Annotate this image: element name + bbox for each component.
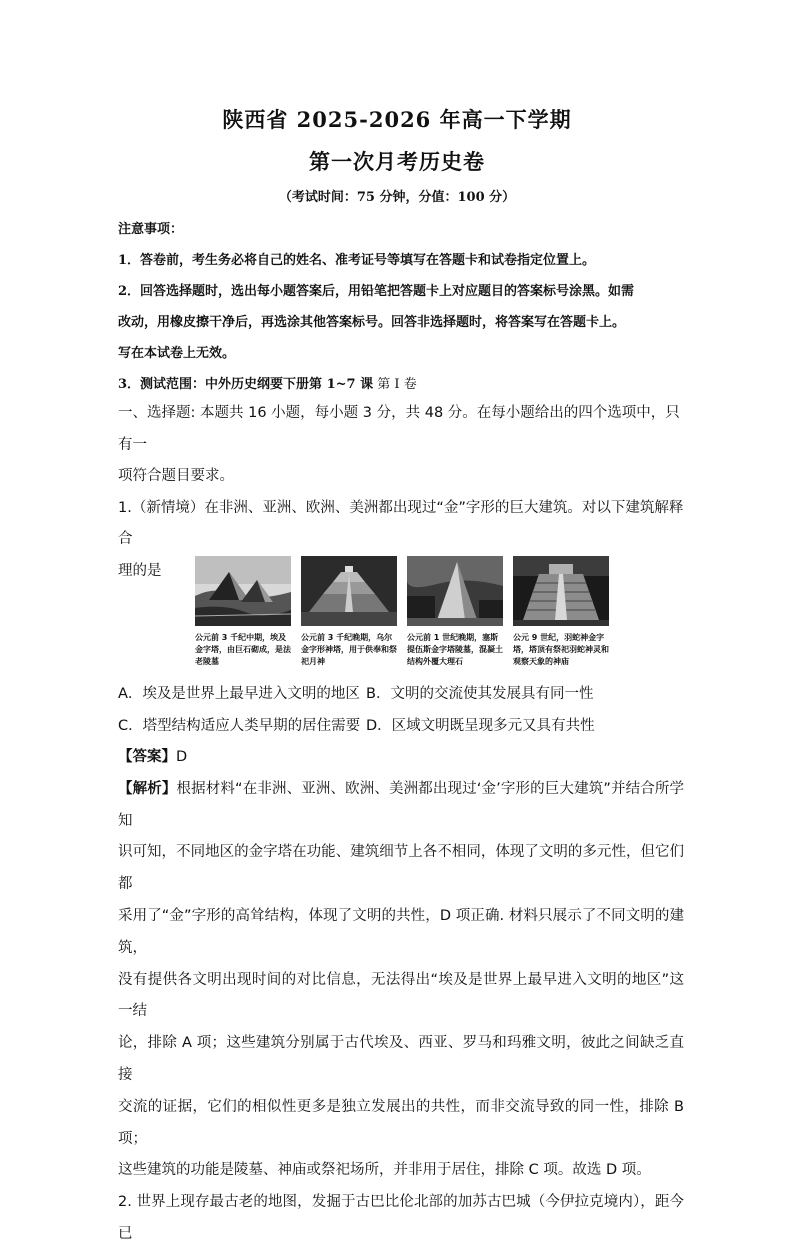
option-d: D．区域文明既呈现多元又具有共性: [366, 718, 595, 734]
analysis-line: 采用了“金”字形的高耸结构，体现了文明的共性，D 项正确. 材料只展示了不同文明的建筑，: [118, 907, 684, 956]
analysis-text: 根据材料“在非洲、亚洲、欧洲、美洲都出现过‘金’字形的巨大建筑”并结合所学知: [118, 780, 684, 829]
notes-heading: 注意事项：: [118, 222, 184, 237]
notes-item: 3．测试范围：中外历史纲要下册第 1~7 课: [118, 377, 374, 392]
exam-title-line2: 第一次月考历史卷: [309, 149, 485, 174]
analysis-line: 论，排除 A 项；这些建筑分别属于古代埃及、西亚、罗马和玛雅文明，彼此之间缺乏直接: [118, 1035, 684, 1083]
ziggurat-image: [301, 556, 397, 626]
question1-stem: 1.（新情境）在非洲、亚洲、欧洲、美洲都出现过“金”字形的巨大建筑。对以下建筑解释合: [118, 499, 684, 547]
figure-caption: 公元前 1 世纪晚期，塞斯提伍斯金字塔陵墓，混凝土结构外覆大理石: [407, 633, 503, 666]
figure-caption: 公元 9 世纪，羽蛇神金字塔，塔顶有祭祀羽蛇神灵和观察天象的神庙: [513, 633, 609, 666]
question1-options: [118, 678, 684, 742]
notes-item: 1．答卷前，考生务必将自己的姓名、准考证号等填写在答题卡和试卷指定位置上。: [118, 253, 596, 268]
answer-label: 【答案】: [118, 749, 176, 765]
notes-item: 写在本试卷上无效。: [118, 346, 236, 361]
analysis-line: 识可知，不同地区的金字塔在功能、建筑细节上各不相同，体现了文明的多元性，但它们都: [118, 844, 684, 893]
notes-item: 改动，用橡皮擦干净后，再选涂其他答案标号。回答非选择题时，将答案写在答题卡上。: [118, 315, 626, 330]
analysis-line: 没有提供各文明出现时间的对比信息，无法得出“埃及是世界上最早进入文明的地区”这一结: [118, 971, 684, 1020]
figure-maya-pyramid: [513, 556, 609, 668]
notes-item: 2．回答选择题时，选出每小题答案后，用铅笔把答题卡上对应题目的答案标号涂黑。如需: [118, 284, 635, 299]
exam-subtitle: （考试时间：75 分钟，分值：100 分）: [278, 190, 516, 205]
analysis-line: 这些建筑的功能是陵墓、神庙或祭祀场所，并非用于居住，排除 C 项。故选 D 项。: [118, 1162, 651, 1179]
figure-cestius-pyramid: [407, 556, 503, 668]
figure-egypt-pyramids: [195, 556, 291, 668]
option-b: B．文明的交流使其发展具有同一性: [366, 686, 594, 702]
question1-stem: 理的是: [118, 562, 162, 579]
answer-value: D: [176, 749, 188, 765]
analysis-label: 【解析】: [118, 780, 177, 797]
exam-title-line1: 陕西省 2025-2026 年高一下学期: [222, 107, 572, 132]
figure-caption: 公元前 3 千纪晚期，乌尔金字形神塔，用于供奉和祭祀月神: [301, 633, 397, 666]
section-instructions: 一、选择题: 本题共 16 小题，每小题 3 分，共 48 分。在每小题给出的四个选项中，只有一: [118, 405, 680, 453]
question1-answer-block: [118, 742, 684, 1251]
figure-caption: 公元前 3 千纪中期，埃及金字塔，由巨石砌成，是法老陵墓: [195, 633, 291, 666]
section-instructions: 项符合题目要求。: [118, 468, 234, 484]
analysis-line: [118, 774, 684, 838]
egypt-pyramids-image: [195, 556, 291, 626]
maya-pyramid-image: [513, 556, 609, 626]
cestius-pyramid-image: [407, 556, 503, 626]
analysis-line: 交流的证据，它们的相似性更多是独立发展出的共性，而非交流导致的同一性，排除 B 项；: [118, 1098, 684, 1147]
question2-stem: 2. 世界上现存最古老的地图，发掘于古巴比伦北部的加苏古巴城（今伊拉克境内），距今已: [118, 1194, 684, 1242]
section-title: 第 I 卷: [377, 377, 417, 392]
figure-ziggurat: [301, 556, 397, 668]
option-c: C．塔型结构适应人类早期的居住需要: [118, 718, 361, 734]
question1-figures: [195, 556, 609, 676]
option-a: A．埃及是世界上最早进入文明的地区: [118, 686, 360, 702]
answer-line: [118, 742, 684, 774]
